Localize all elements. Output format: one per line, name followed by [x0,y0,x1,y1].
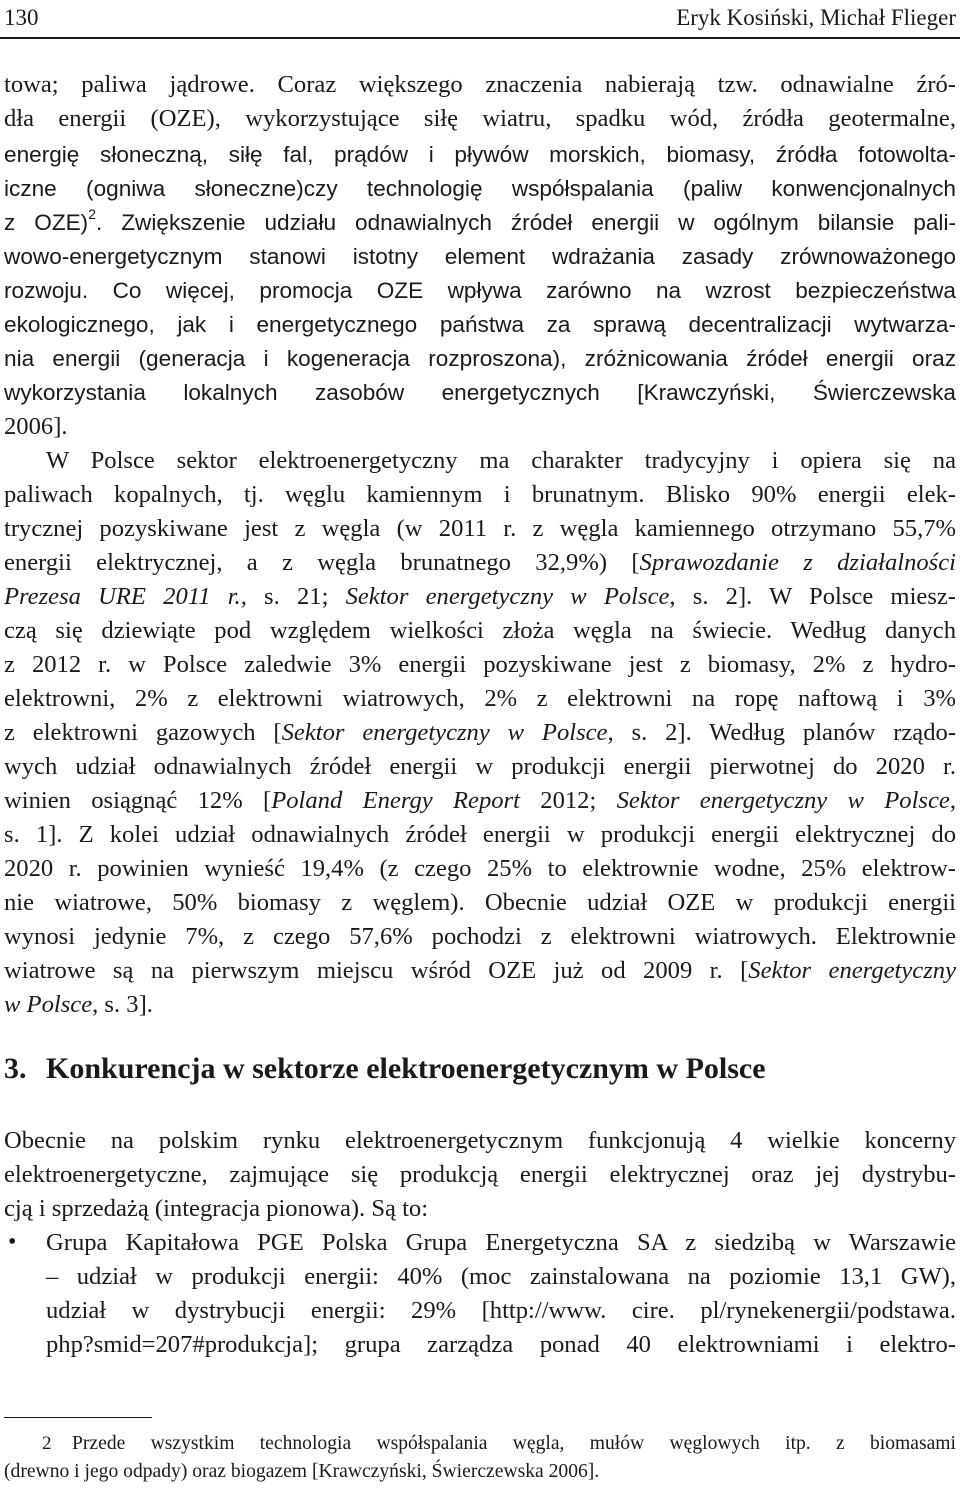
list-item-line: – udział w produkcji energii: 40% (moc zainstalowana na poziomie 13,1 GW), [46,1263,956,1290]
footnote-rule [4,1417,152,1418]
list-item-line: udział w dystrybucji energii: 29% [http://www. cire. pl/rynekenergii/podstawa. [46,1297,956,1324]
body-line: wykorzystania lokalnych zasobów energetycznych [Krawczyński, Świerczewska [4,380,956,405]
body-line: W Polsce sektor elektroenergetyczny ma charakter tradycyjny i opiera się na [46,447,956,474]
body-line: nia energii (generacja i kogeneracja rozproszona), zróżnicowania źródeł energii oraz [4,346,956,371]
body-line: s. 1]. Z kolei udział odnawialnych źródeł energii w produkcji energii elektrycznej do [4,821,956,848]
citation-title: Sektor energetyczny w Polsce [281,719,608,746]
body-text: , s. 3]. [92,991,153,1018]
body-line [4,580,956,613]
body-line: elektroenergetyczne, zajmujące się produkcją energii elektrycznej oraz jej dystrybu- [4,1161,956,1188]
citation-title: Prezesa URE 2011 r., [4,583,247,610]
running-header [0,0,960,34]
body-line: 2006]. [4,413,68,440]
body-text: wiatrowe są na pierwszym miejscu wśród OZE już od 2009 r. [ [4,957,749,984]
body-line: 2020 r. powinien wynieść 19,4% (z czego 25% to elektrownie wodne, 25% elektrow- [4,855,956,882]
body-line: nie wiatrowe, 50% biomasy z węglem). Obecnie udział OZE w produkcji energii [4,889,956,916]
body-text: z OZE) [4,210,89,235]
body-line [4,546,956,579]
body-text: , s. 2]. W Polsce miesz- [669,583,956,610]
section-number: 3. [4,1052,27,1085]
body-line: elektrowni, 2% z elektrowni wiatrowych, 2% z elektrowni na ropę naftową i 3% [4,685,956,712]
body-text: 2012; [519,787,617,814]
citation-title: Sektor energetyczny [748,957,956,984]
body-line: iczne (ogniwa słoneczne)czy technologię współspalania (paliw konwencjonalnych [4,176,956,201]
body-line [4,784,956,817]
footnote-reference: 2 [88,206,97,223]
body-line: energię słoneczną, siłę fal, prądów i pływów morskich, biomasy, źródła fotowolta- [4,142,956,167]
section-title: Konkurencja w sektorze elektroenergetycznym w Polsce [46,1052,766,1085]
body-line: rozwoju. Co więcej, promocja OZE wpływa zarówno na wzrost bezpieczeństwa [4,278,956,303]
list-item-line: php?smid=207#produkcja]; grupa zarządza ponad 40 elektrowniami i elektro- [46,1331,956,1358]
footnote-number: 2 [42,1433,52,1454]
body-line: dła energii (OZE), wykorzystujące siłę wiatru, spadku wód, źródła geotermalne, [4,105,956,132]
body-text: z elektrowni gazowych [ [4,719,282,746]
citation-title: Sektor energetyczny w Polsce [345,583,670,610]
citation-title: Poland Energy Report [271,787,520,814]
body-line: paliwach kopalnych, tj. węglu kamiennym i brunatnym. Blisko 90% energii elek- [4,481,956,508]
list-item-line: Grupa Kapitałowa PGE Polska Grupa Energetyczna SA z siedzibą w Warszawie [46,1229,956,1256]
body-text: , [949,787,956,814]
header-rule [0,37,960,39]
body-line: cją i sprzedażą (integracja pionowa). Są to: [4,1195,429,1222]
body-text: winien osiągnąć 12% [ [4,787,272,814]
section-heading [4,1050,766,1088]
body-text: s. 21; [246,583,346,610]
footnote-line: (drewno i jego odpady) oraz biogazem [Krawczyński, Świerczewska 2006]. [4,1461,600,1482]
footnote [4,1430,956,1458]
citation-title: Sprawozdanie z działalności [639,549,956,576]
body-text: energii elektrycznej, a z węgla brunatnego 32,9%) [ [4,549,640,576]
body-line [4,988,956,1021]
body-line: wynosi jedynie 7%, z czego 57,6% pochodzi z elektrowni wiatrowych. Elektrownie [4,923,956,950]
citation-title: w Polsce [4,991,93,1018]
body-line: Obecnie na polskim rynku elektroenergetycznym funkcjonują 4 wielkie koncerny [4,1127,956,1154]
bullet-marker: • [8,1229,17,1255]
body-line: czą się dziewiąte pod względem wielkości złoża węgla na świecie. Według danych [4,617,956,644]
body-line: wowo-energetycznym stanowi istotny element wdrażania zasady zrównoważonego [4,244,956,269]
body-line: towa; paliwa jądrowe. Coraz większego znaczenia nabierają tzw. odnawialne źró- [4,71,956,98]
body-text: . Zwiększenie udziału odnawialnych źródeł energii w ogólnym bilansie pali- [96,210,957,235]
body-line: ekologicznego, jak i energetycznego państwa za sprawą decentralizacji wytwarza- [4,312,956,337]
body-text: , s. 2]. Według planów rządo- [607,719,957,746]
body-line: wych udział odnawialnych źródeł energii w produkcji energii pierwotnej do 2020 r. [4,753,956,780]
body-line: trycznej pozyskiwane jest z węgla (w 2011 r. z węgla kamiennego otrzymano 55,7% [4,515,956,542]
body-line [4,206,956,239]
body-line [4,954,956,987]
footnote-text: Przede wszystkim technologia współspalania węgla, mułów węglowych itp. z biomasami [72,1433,956,1454]
running-header-authors: Eryk Kosiński, Michał Flieger [676,5,956,30]
body-line [4,716,956,749]
citation-title: Sektor energetyczny w Polsce [616,787,950,814]
body-line: z 2012 r. w Polsce zaledwie 3% energii pozyskiwane jest z biomasy, 2% z hydro- [4,651,956,678]
page-number: 130 [4,5,39,30]
